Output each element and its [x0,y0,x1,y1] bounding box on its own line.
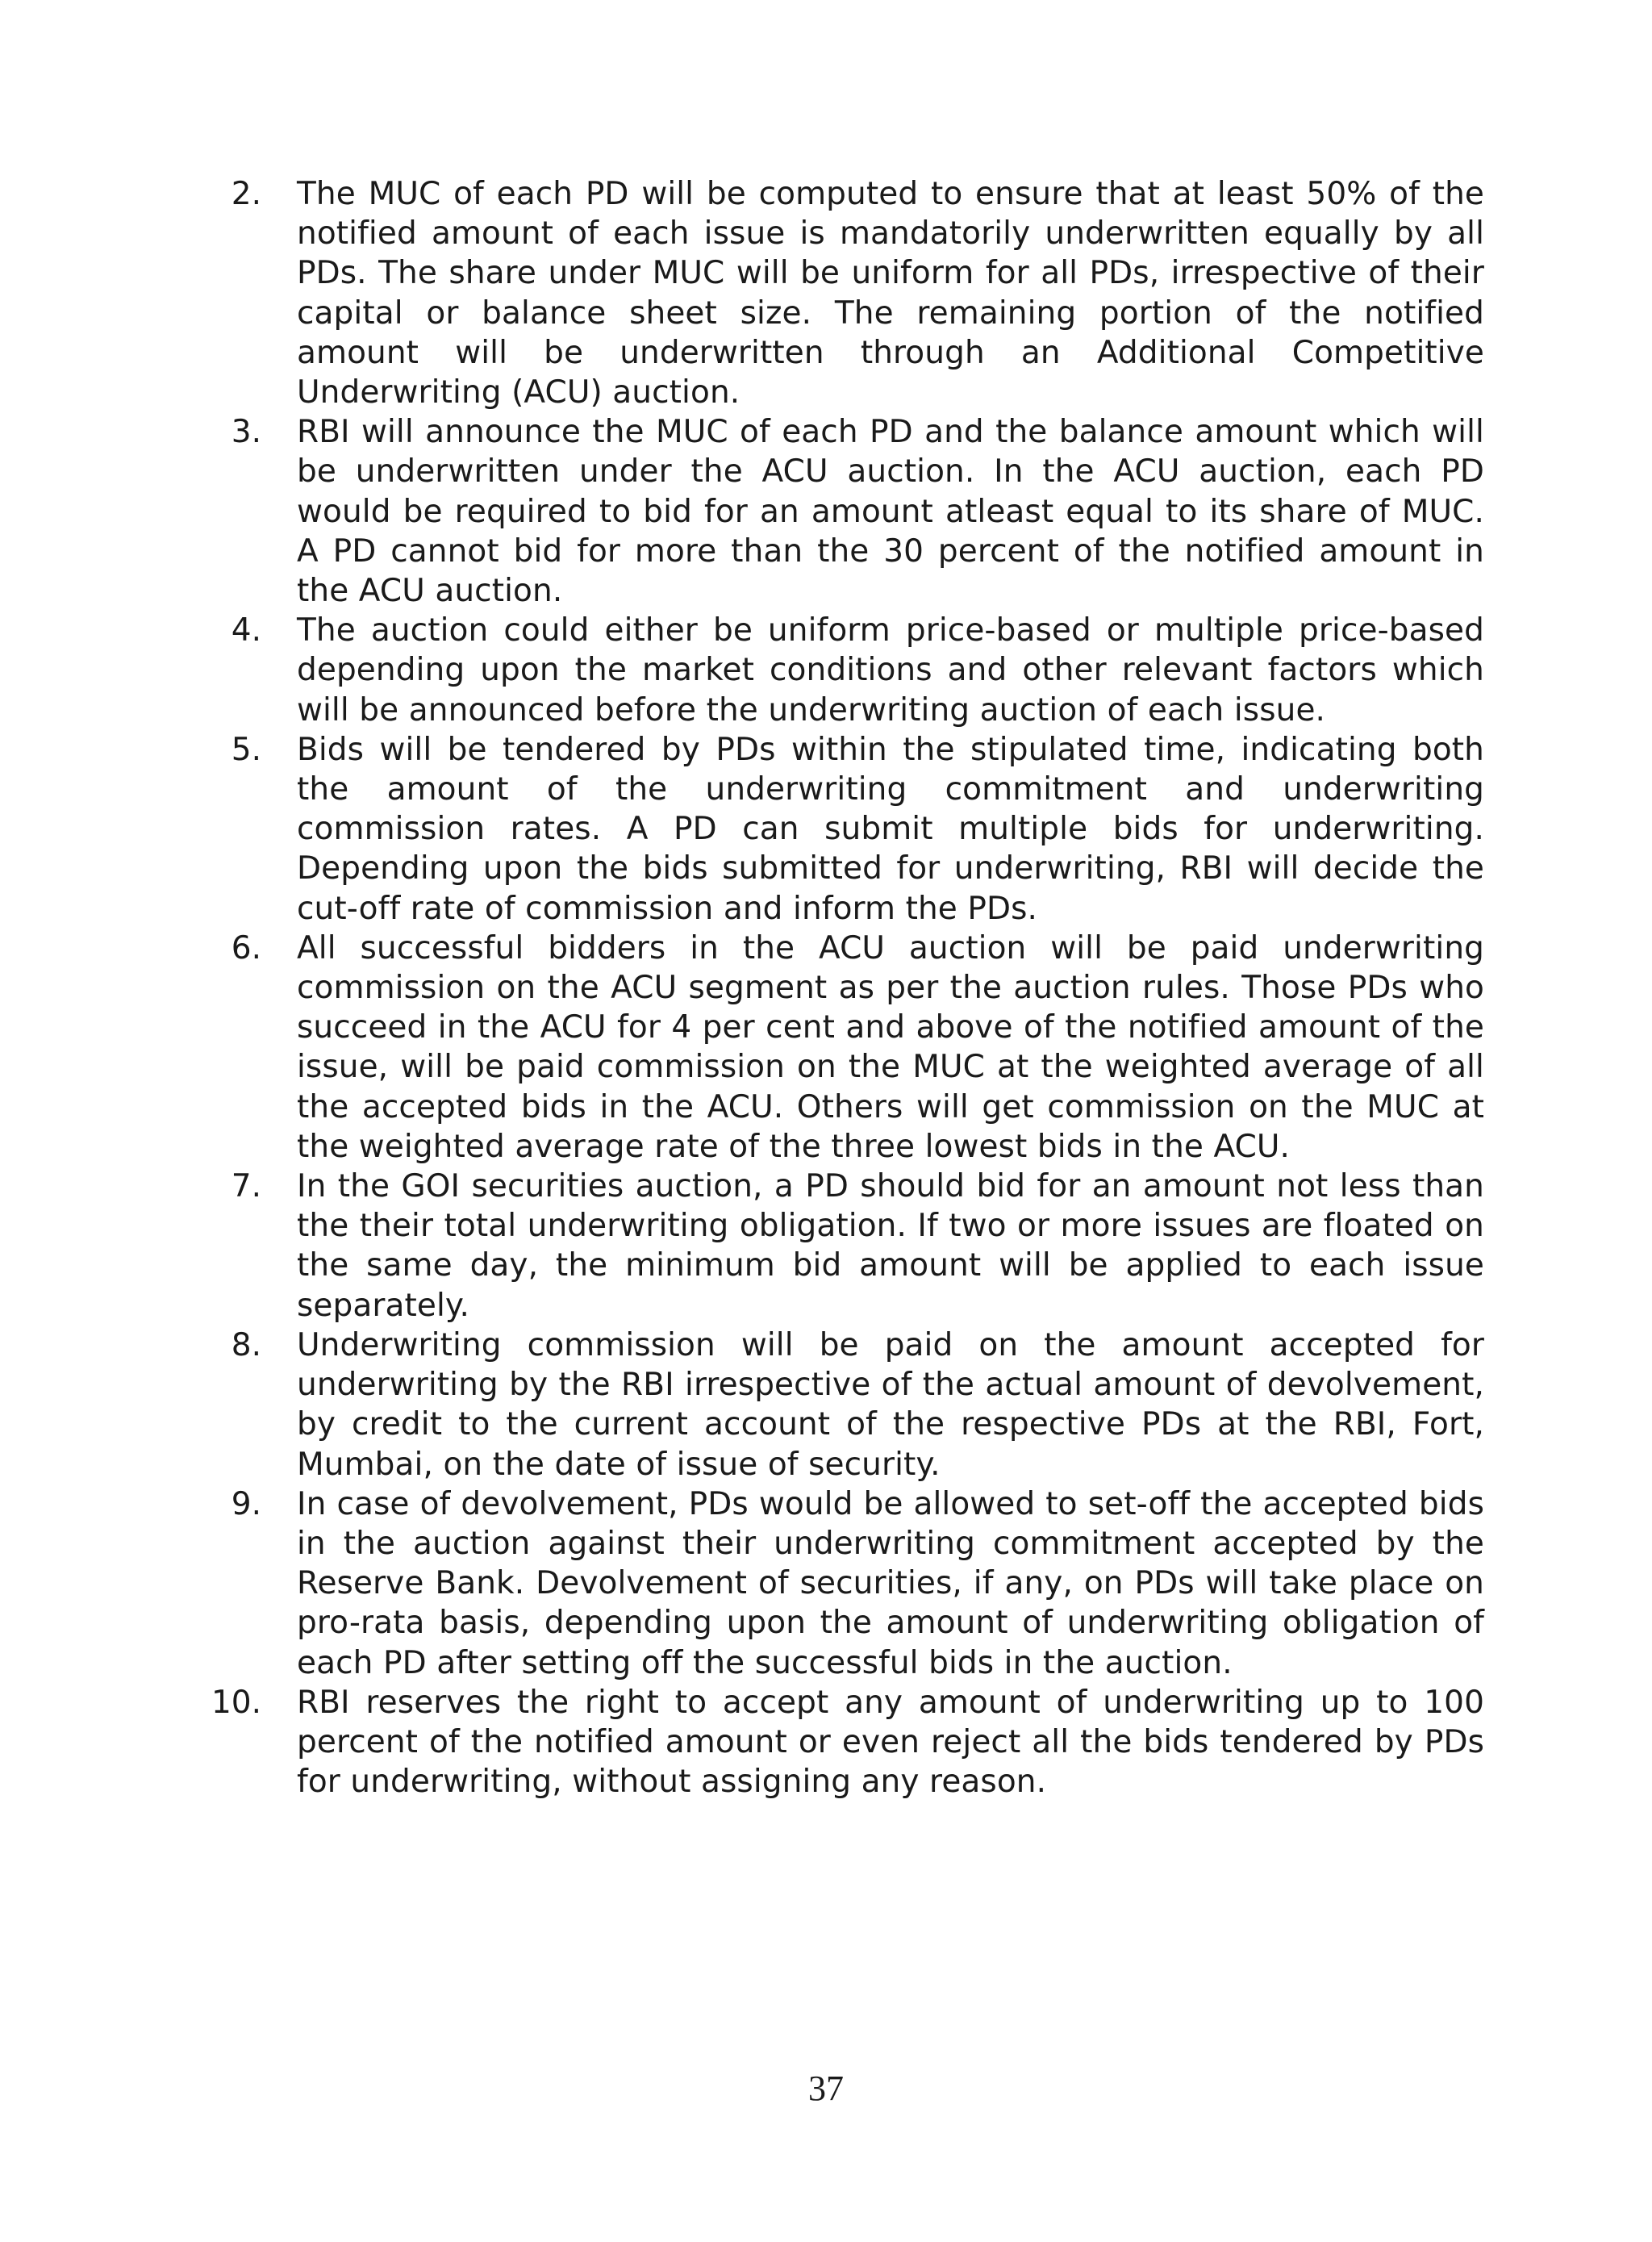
item-number: 5. [231,731,261,768]
item-number: 6. [231,929,261,967]
item-number: 8. [231,1326,261,1363]
item-text: In the GOI securities auction, a PD should bid for an amount not less than the their total underwriting obligation. If two or more issues are floated on the same day, the minimum bid amount will be applied to each issue separately. [297,1168,1484,1324]
list-item-9 [194,1484,1484,1683]
item-number: 9. [231,1485,261,1522]
list-item-6 [194,929,1484,1167]
list-item-10 [194,1683,1484,1802]
item-number: 4. [231,612,261,649]
item-number: 10. [211,1684,261,1721]
list-item-8 [194,1326,1484,1484]
numbered-list [194,174,1484,1802]
item-number: 3. [231,414,261,451]
list-item-5 [194,730,1484,929]
item-text: All successful bidders in the ACU auction will be paid underwriting commission on the ACU segment as per the auction rules. Those PDs who succeed in the ACU for 4 per cent and above of the notified amount of the issue, will be paid commission on the MUC at the weighted average of all the accepted bids in the ACU. Others will get commission on the MUC at the weighted average rate of the three lowest bids in the ACU. [297,929,1484,1165]
item-text: RBI will announce the MUC of each PD and the balance amount which will be underwritten under the ACU auction. In the ACU auction, each PD would be required to bid for an amount atleast equal to its share of MUC. A PD cannot bid for more than the 30 percent of the notified amount in the ACU auction. [297,414,1484,610]
item-text: Bids will be tendered by PDs within the stipulated time, indicating both the amount of the underwriting commitment and underwriting commission rates. A PD can submit multiple bids for underwriting. Depending upon the bids submitted for underwriting, RBI will decide the cut-off rate of commission and inform the PDs. [297,731,1484,927]
item-text: In case of devolvement, PDs would be allowed to set-off the accepted bids in the auction against their underwriting commitment accepted by the Reserve Bank. Devolvement of securities, if any, on PDs will take place on pro-rata basis, depending upon the amount of underwriting obligation of each PD after setting off the successful bids in the auction. [297,1485,1484,1681]
item-text: The auction could either be uniform price-based or multiple price-based depending upon the market conditions and other relevant factors which will be announced before the underwriting auction of each issue. [297,612,1484,729]
list-item-3 [194,412,1484,611]
page-number: 37 [808,2069,844,2108]
list-item-2 [194,174,1484,412]
item-text: The MUC of each PD will be computed to ensure that at least 50% of the notified amount of each issue is mandatorily underwritten equally by all PDs. The share under MUC will be uniform for all PDs, irrespective of their capital or balance sheet size. The remaining portion of the notified amount will be underwritten through an Additional Competitive Underwriting (ACU) auction. [297,176,1484,411]
item-text: RBI reserves the right to accept any amount of underwriting up to 100 percent of the notified amount or even reject all the bids tendered by PDs for underwriting, without assigning any reason. [297,1684,1484,1801]
list-item-7 [194,1167,1484,1326]
item-number: 7. [231,1168,261,1205]
item-text: Underwriting commission will be paid on the amount accepted for underwriting by the RBI irrespective of the actual amount of devolvement, by credit to the current account of the respective PDs at the RBI, Fort, Mumbai, on the date of issue of security. [297,1326,1484,1483]
item-number: 2. [231,176,261,212]
list-item-4 [194,611,1484,730]
